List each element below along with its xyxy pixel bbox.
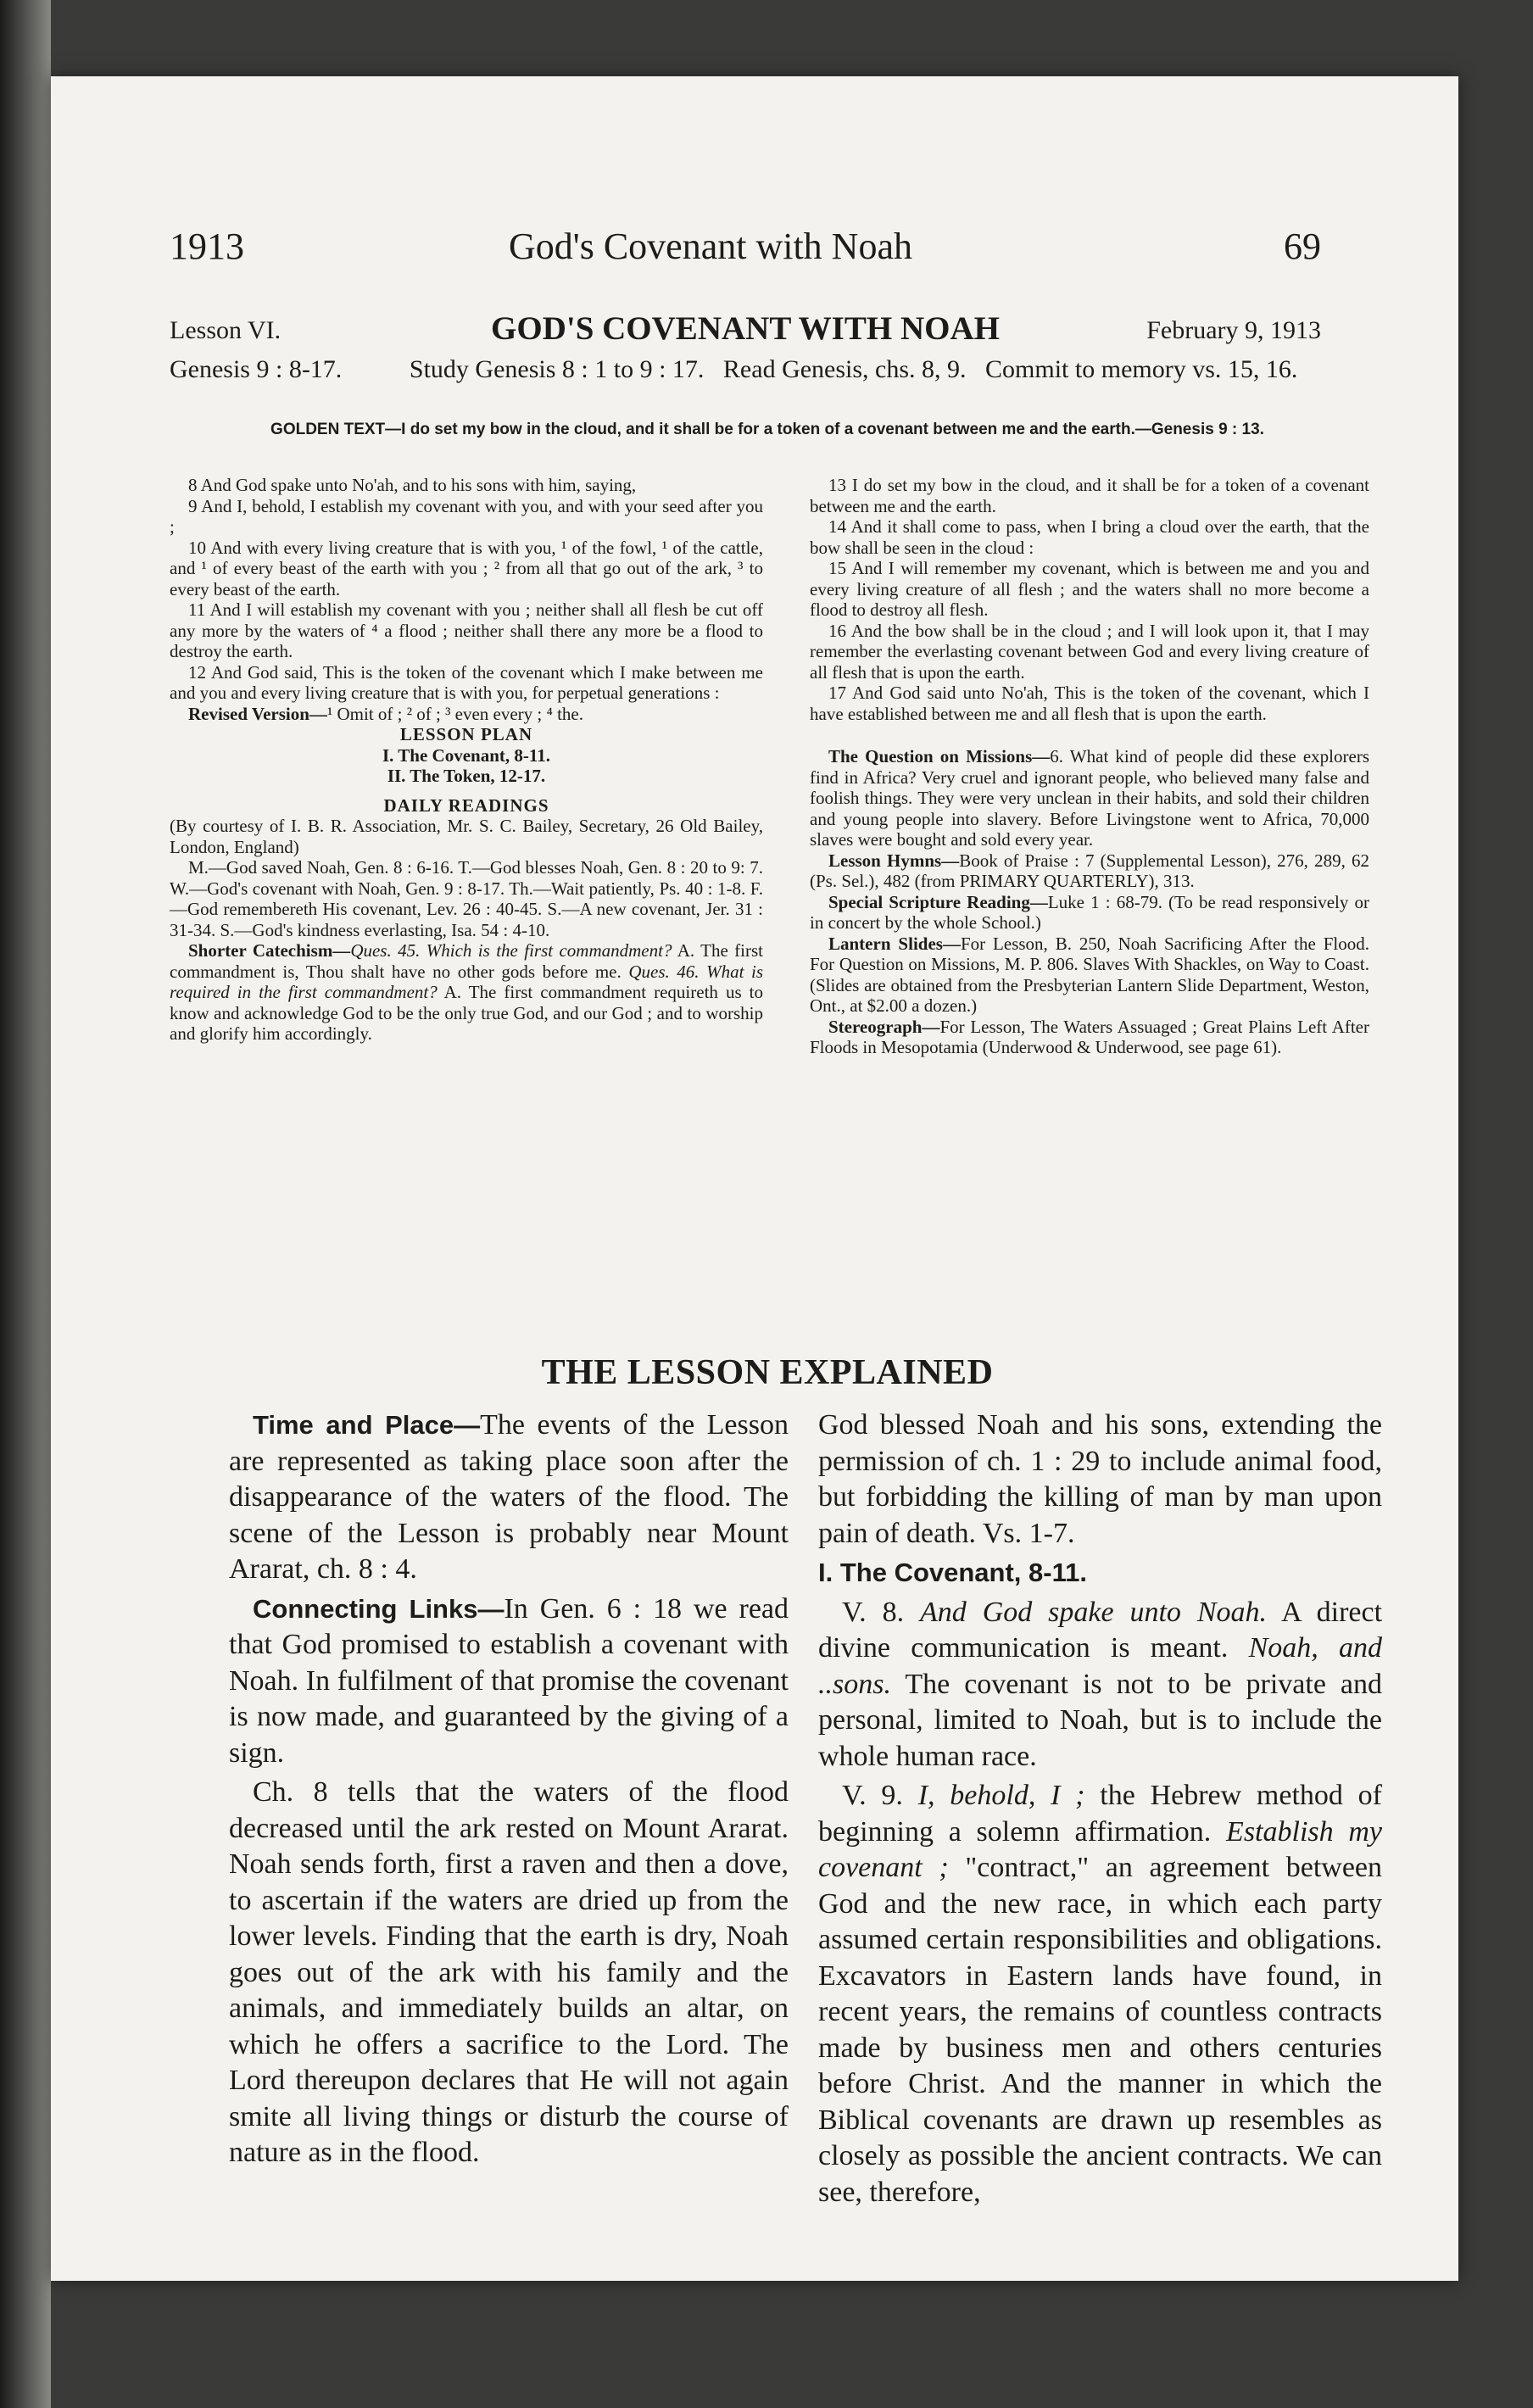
lesson-explained-title: THE LESSON EXPLAINED [541,1353,994,1392]
special-reading-label: Special Scripture Reading— [828,891,1048,912]
explained-left-column [229,1407,789,2175]
lantern-label: Lantern Slides— [828,933,961,954]
lesson-title: GOD'S COVENANT WITH NOAH [491,310,1000,347]
running-head-title: God's Covenant with Noah [509,226,912,267]
connecting-links [229,1591,789,1772]
time-and-place [229,1407,789,1588]
missions-label: The Question on Missions— [828,746,1051,766]
running-head-year: 1913 [170,226,244,267]
stereograph-label: Stereograph— [828,1016,940,1037]
v8-text1: A direct divine communication is meant. [818,1596,1383,1664]
golden-text: GOLDEN TEXT—I do set my bow in the cloud, and it shall be for a token of a covenant between me and the earth.—Genesis 9 : 13. [270,421,1264,438]
time-label: Time and Place— [253,1410,481,1440]
revised-version-label: Revised Version— [188,703,327,724]
verse: 15 And I will remember my covenant, which is between me and you and every living creature of all flesh ; and the waters shall no more become a flood to destroy all flesh. [810,558,1369,620]
stereograph [810,1017,1369,1058]
chapter-8-summary: Ch. 8 tells that the waters of the flood decreased until the ark rested on Mount Ararat. Noah sends forth, first a raven and then a dove, to ascertain if the waters are dried up from the lower levels. Finding that the earth is dry, Noah goes out of the ark with his family and the animals, and immediately builds an altar, on which he offers a sacrifice to the Lord. The Lord thereupon declares that He will not again smite all living things or disturb the course of nature as in the flood. [229,1776,789,2168]
verse: 16 And the bow shall be in the cloud ; and I will look upon it, that I may remember the everlasting covenant between God and every living creature of all flesh that is upon the earth. [810,620,1369,683]
verse-9-note [818,1778,1382,2210]
commit-ref: Commit to memory vs. 15, 16. [985,355,1298,383]
catechism-a46: A. The first commandment requireth us to know and acknowledge God to be the only true God, and our God ; and to worship and glorify him accordingly. [170,982,764,1044]
lesson-plan-item: I. The Covenant, 8-11. [382,744,550,766]
links-text: In Gen. 6 : 18 we read that God promised to establish a covenant with Noah. In fulfilment of that promise the covenant is now made, and guaranteed by the giving of a sign. [229,1592,789,1769]
links-label: Connecting Links— [253,1593,504,1624]
lesson-plan-heading: LESSON PLAN [399,724,533,744]
hymns-text: Book of Praise : 7 (Supplemental Lesson), 276, 289, 62 (Ps. Sel.), 482 (from PRIMARY QUARTERLY), 313. [810,850,1370,891]
verse: 17 And God said unto No'ah, This is the token of the covenant, which I have established between me and all flesh that is upon the earth. [810,683,1369,724]
stereograph-text: For Lesson, The Waters Assuaged ; Great Plains Left After Floods in Mesopotamia (Underwood & Underwood, see page 61). [810,1016,1369,1057]
read-ref: Read Genesis, chs. 8, 9. [722,355,967,383]
v9-italic2: Establish my covenant ; [818,1815,1382,1883]
lesson-number: Lesson VI. [170,316,282,344]
daily-readings-courtesy: (By courtesy of I. B. R. Association, Mr. S. C. Bailey, Secretary, 26 Old Bailey, London, England) [170,816,763,857]
v8-label: V. 8. [842,1596,905,1628]
catechism [170,940,763,1045]
catechism-label: Shorter Catechism— [188,940,351,961]
passage-ref: Genesis 9 : 8-17. [170,355,343,383]
lesson-date: February 9, 1913 [1146,316,1321,344]
left-small-column [170,475,763,1045]
catechism-q46: Ques. 46. What is required in the first commandment? [170,961,764,1002]
lantern-slides [810,934,1369,1017]
daily-readings-text: M.—God saved Noah, Gen. 8 : 6-16. T.—God blesses Noah, Gen. 8 : 20 to 9: 7. W.—God's covenant with Noah, Gen. 9 : 8-17. Th.—Wait patiently, Ps. 40 : 1-8. F.—God remembereth His covenant, Lev. 26 : 40-45. S.—A new covenant, Jer. 31 : 31-34. S.—God's kindness everlasting, Isa. 54 : 4-10. [170,857,763,940]
revised-version [170,704,763,725]
scan-edge [0,0,51,2408]
v9-text2: "contract," an agreement between God and the new race, in which each party assumed certain responsibilities and obligations. Excavators in Eastern lands have found, in recent years, the remains of countless contracts made by business men and others centuries before Christ. And the manner in which the Biblical covenants are drawn up resembles as closely as possible the ancient contracts. We can see, therefore, [818,1852,1383,2208]
verse: 11 And I will establish my covenant with you ; neither shall all flesh be cut off any more by the waters of ⁴ a flood ; neither shall there any more be a flood to destroy the earth. [170,599,763,661]
catechism-a45: A. The first commandment is, Thou shalt have no other gods before me. [170,940,763,982]
verse: 10 And with every living creature that is with you, ¹ of the fowl, ¹ of the cattle, and ¹ of every beast of the earth with you ; ² from all that go out of the ark, ³ to every beast of the earth. [170,537,763,599]
revised-version-text: ¹ Omit of ; ² of ; ³ even every ; ⁴ the. [326,703,583,724]
missions [810,746,1369,850]
daily-readings-heading: DAILY READINGS [383,794,549,816]
right-small-column [810,475,1369,1058]
verse: 13 I do set my bow in the cloud, and it shall be for a token of a covenant between me and the earth. [810,475,1369,516]
v9-label: V. 9. [842,1780,903,1811]
explained-right-column [818,1407,1382,2214]
verse: 8 And God spake unto No'ah, and to his sons with him, saying, [188,475,637,495]
v9-italic: I, behold, I ; [917,1780,1085,1811]
special-reading-text: Luke 1 : 68-79. (To be read responsively or in concert by the whole School.) [810,891,1369,933]
v8-italic: And God spake unto Noah. [920,1596,1268,1628]
catechism-q45: Ques. 45. Which is the first commandment? [350,940,672,961]
v8-italic2: Noah, and ..sons. [818,1632,1382,1700]
v9-text1: the Hebrew method of beginning a solemn affirmation. [818,1780,1383,1848]
missions-text: 6. What kind of people did these explorers find in Africa? Very cruel and ignorant people, who believed many false and foolish things. They were very unclean in their habits, and sold their children and young people into slavery. Before Livingstone went to Africa, 70,000 slaves were bought and sold every year. [810,746,1369,850]
lesson-line [170,309,1321,348]
verse: 12 And God said, This is the token of the covenant which I make between me and you and every living creature that is with you, for perpetual generations : [170,661,763,703]
study-ref: Study Genesis 8 : 1 to 9 : 17. [409,355,705,383]
page-number: 69 [1284,226,1321,267]
lesson-plan-item: II. The Token, 12-17. [387,766,546,786]
scripture-reference [170,354,1365,385]
section-covenant: I. The Covenant, 8-11. [818,1558,1087,1587]
verse: 14 And it shall come to pass, when I bring a cloud over the earth, that the bow shall be seen in the cloud : [810,516,1369,558]
right-intro: God blessed Noah and his sons, extending the permission of ch. 1 : 29 to include animal food, but forbidding the killing of man by man upon pain of death. Vs. 1-7. [818,1409,1382,1549]
hymns-label: Lesson Hymns— [828,850,960,871]
hymns [810,850,1369,892]
time-text: The events of the Lesson are represented as taking place soon after the disappearance of the waters of the flood. The scene of the Lesson is probably near Mount Ararat, ch. 8 : 4. [229,1409,789,1585]
special-reading [810,892,1369,934]
verse: 9 And I, behold, I establish my covenant with you, and with your seed after you ; [170,495,763,537]
page [51,76,1458,2281]
v8-text2: The covenant is not to be private and personal, limited to Noah, but is to include the whole human race. [818,1668,1382,1772]
verse-8-note [818,1595,1382,1775]
lantern-text: For Lesson, B. 250, Noah Sacrificing After the Flood. For Question on Missions, M. P. 806. Slaves With Shackles, on Way to Coast. (Slides are obtained from the Presbyterian Lantern Slide Department, Weston, Ont., at $2.00 a dozen.) [810,933,1369,1016]
